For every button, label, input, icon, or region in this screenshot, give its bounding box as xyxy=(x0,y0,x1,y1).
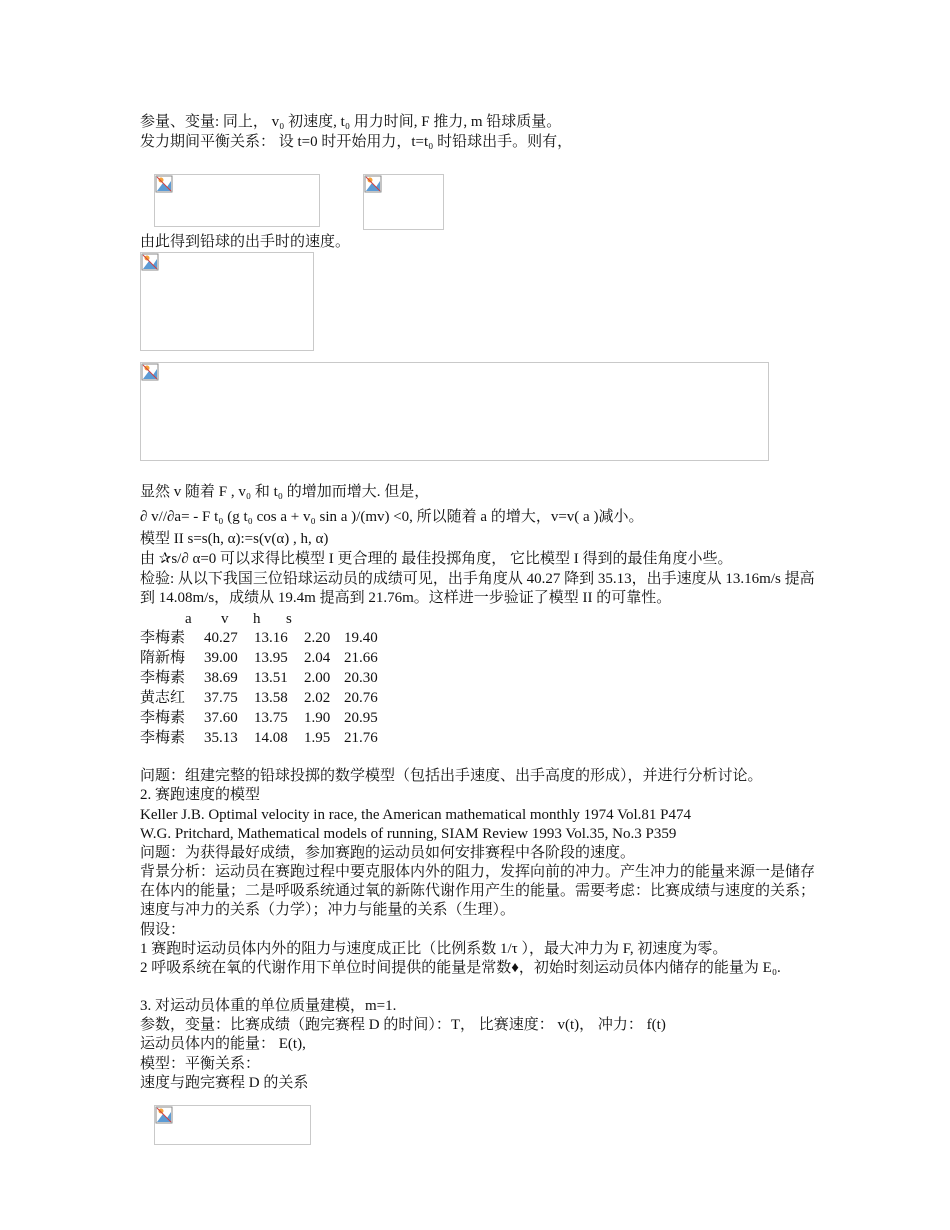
text-assumption-1: 1 赛跑时运动员体内外的阻力与速度成正比（比例系数 1/τ ），最大冲力为 F, 初速度为零。 xyxy=(140,941,728,957)
equation-image-4 xyxy=(140,362,769,461)
cell-s: 20.95 xyxy=(344,710,378,726)
table-row xyxy=(140,648,394,668)
text-velocity-distance: 速度与跑完赛程 D 的关系 xyxy=(140,1075,309,1091)
col-header-s: s xyxy=(286,611,292,627)
text-release-velocity: 由此得到铅球的出手时的速度。 xyxy=(140,234,351,250)
section-heading-running: 2. 赛跑速度的模型 xyxy=(140,787,261,803)
cell-a: 38.69 xyxy=(204,670,238,686)
text-parameters: 参数，变量：比赛成绩（跑完赛程 D 的时间）：T， 比赛速度： v(t)， 冲力： f(t) xyxy=(140,1017,666,1033)
text-balance: 发力期间平衡关系： 设 t=0 时开始用力，t=t₀ 时铅球出手。则有， xyxy=(140,134,573,150)
cell-a: 35.13 xyxy=(204,730,238,746)
equation-image-1 xyxy=(154,174,320,227)
cell-a: 40.27 xyxy=(204,630,238,646)
equation-image-5 xyxy=(154,1105,311,1145)
text-verification: 检验: 从以下我国三位铅球运动员的成绩可见，出手角度从 40.27 降到 35.13，出手速度从 13.16m/s 提高到 14.08m/s，成绩从 19.4m 提高到 21.76m。这样进一步验证了模型 II 的可靠性。 xyxy=(140,571,815,606)
text-background: 背景分析：运动员在赛跑过程中要克服体内外的阻力，发挥向前的冲力。产生冲力的能量来源一是储存在体内的能量；二是呼吸系统通过氧的新陈代谢作用产生的能量。需要考虑：比赛成绩与速度的关系；速度与冲力的关系（力学）；冲力与能量的关系（生理）。 xyxy=(140,864,816,918)
cell-name: 李梅素 xyxy=(140,670,186,686)
text-model-balance: 模型：平衡关系： xyxy=(140,1056,261,1072)
broken-image-icon xyxy=(141,363,159,381)
cell-name: 隋新梅 xyxy=(140,650,186,666)
athlete-table xyxy=(140,628,394,748)
table-row xyxy=(140,728,394,748)
col-header-h: h xyxy=(253,611,261,627)
cell-h: 2.04 xyxy=(304,650,331,666)
cell-v: 13.51 xyxy=(254,670,288,686)
text-optimal-angle: 由 ✰s/∂ α=0 可以求得比模型 I 更合理的 最佳投掷角度， 它比模型 I 得到的最佳角度小些。 xyxy=(140,551,733,567)
cell-a: 37.60 xyxy=(204,710,238,726)
cell-name: 李梅素 xyxy=(140,710,186,726)
text-v-increase: 显然 v 随着 F , v₀ 和 t₀ 的增加而增大. 但是， xyxy=(140,484,430,500)
table-row xyxy=(140,668,394,688)
text-assumptions: 假设： xyxy=(140,922,186,938)
cell-h: 2.02 xyxy=(304,690,331,706)
cell-s: 20.76 xyxy=(344,690,378,706)
cell-s: 19.40 xyxy=(344,630,378,646)
text-assumption-2: 2 呼吸系统在氧的代谢作用下单位时间提供的能量是常数♦，初始时刻运动员体内储存的能量为 E₀. xyxy=(140,960,781,976)
text-assumption-3: 3. 对运动员体重的单位质量建模，m=1. xyxy=(140,998,397,1014)
cell-h: 1.90 xyxy=(304,710,331,726)
equation-image-3 xyxy=(140,252,314,351)
cell-v: 13.95 xyxy=(254,650,288,666)
cell-s: 21.76 xyxy=(344,730,378,746)
reference-keller: Keller J.B. Optimal velocity in race, the American mathematical monthly 1974 Vol.81 P474 xyxy=(140,807,692,823)
col-header-v: v xyxy=(221,611,229,627)
cell-name: 李梅素 xyxy=(140,730,186,746)
cell-h: 2.20 xyxy=(304,630,331,646)
cell-a: 37.75 xyxy=(204,690,238,706)
reference-pritchard: W.G. Pritchard, Mathematical models of running, SIAM Review 1993 Vol.35, No.3 P359 xyxy=(140,826,677,842)
cell-s: 21.66 xyxy=(344,650,378,666)
text-problem-shotput: 问题：组建完整的铅球投掷的数学模型（包括出手速度、出手高度的形成），并进行分析讨论。 xyxy=(140,768,763,784)
table-row xyxy=(140,708,394,728)
equation-image-2 xyxy=(363,174,444,230)
cell-s: 20.30 xyxy=(344,670,378,686)
text-energy: 运动员体内的能量： E(t), xyxy=(140,1036,306,1052)
cell-h: 2.00 xyxy=(304,670,331,686)
cell-h: 1.95 xyxy=(304,730,331,746)
text-params: 参量、变量: 同上， v₀ 初速度, t₀ 用力时间, F 推力, m 铅球质量。 xyxy=(140,114,562,130)
table-header xyxy=(140,610,440,629)
text-model-ii: 模型 II s=s(h, α):=s(v(α) , h, α) xyxy=(140,531,329,547)
col-header-a: a xyxy=(185,611,192,627)
broken-image-icon xyxy=(364,175,382,193)
cell-a: 39.00 xyxy=(204,650,238,666)
broken-image-icon xyxy=(155,1106,173,1124)
broken-image-icon xyxy=(141,253,159,271)
cell-name: 李梅素 xyxy=(140,630,186,646)
cell-name: 黄志红 xyxy=(140,690,186,706)
cell-v: 14.08 xyxy=(254,730,288,746)
cell-v: 13.58 xyxy=(254,690,288,706)
text-derivative: ∂ v//∂a= - F t₀ (g t₀ cos a + v₀ sin a )/(mv) <0, 所以随着 a 的增大，v=v( a )减小。 xyxy=(140,509,644,525)
cell-v: 13.75 xyxy=(254,710,288,726)
broken-image-icon xyxy=(155,175,173,193)
cell-v: 13.16 xyxy=(254,630,288,646)
table-row xyxy=(140,628,394,648)
table-row xyxy=(140,688,394,708)
text-problem-running: 问题：为获得最好成绩，参加赛跑的运动员如何安排赛程中各阶段的速度。 xyxy=(140,845,636,861)
